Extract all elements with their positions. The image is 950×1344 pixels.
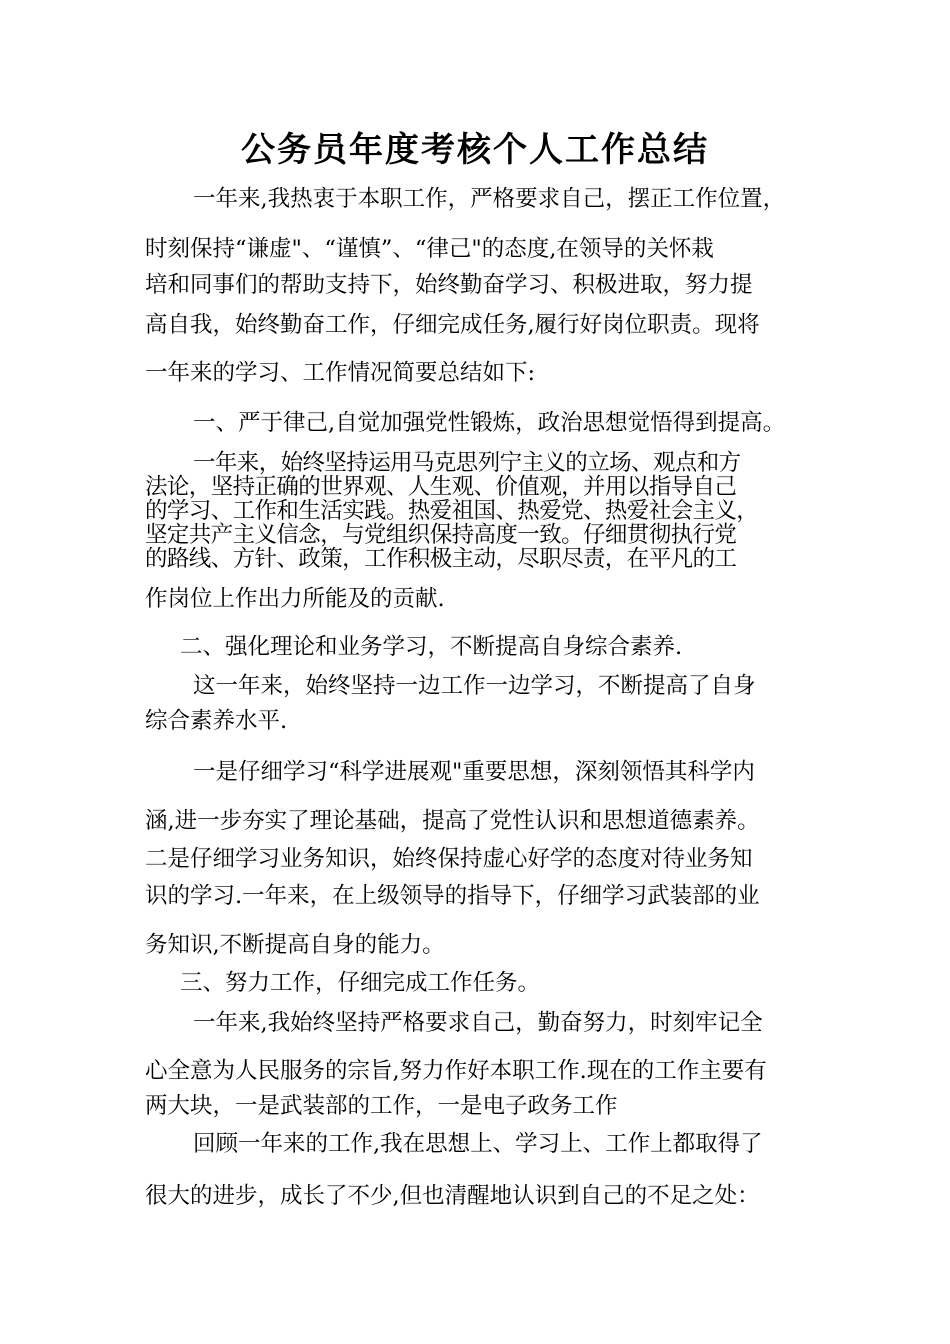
- paragraph-line: 两大块，一是武装部的工作，一是电子政务工作: [145, 1093, 618, 1119]
- document-title: 公务员年度考核个人工作总结: [241, 130, 709, 170]
- paragraph-line: 一年来,我热衷于本职工作，严格要求自己，摆正工作位置，: [193, 186, 786, 212]
- section-heading: 三、努力工作，仔细完成工作任务。: [180, 970, 541, 996]
- paragraph-line: 法论，坚持正确的世界观、人生观、价值观，并用以指导自己: [145, 474, 737, 500]
- paragraph-line: 二是仔细学习业务知识，始终保持虚心好学的态度对待业务知: [145, 846, 753, 872]
- section-heading: 二、强化理论和业务学习，不断提高自身综合素养.: [180, 634, 683, 660]
- paragraph-line: 培和同事们的帮助支持下，始终勤奋学习、积极进取，努力提: [145, 272, 753, 298]
- paragraph-line: 很大的进步，成长了不少,但也清醒地认识到自己的不足之处：: [145, 1183, 760, 1209]
- paragraph-line: 识的学习.一年来，在上级领导的指导下，仔细学习武装部的业: [145, 883, 760, 909]
- paragraph-line: 的学习、工作和生活实践。热爱祖国、热爱党、热爱社会主义，: [145, 498, 759, 524]
- paragraph-line: 这一年来，始终坚持一边工作一边学习，不断提高了自身: [193, 673, 756, 699]
- paragraph-line: 一年来,我始终坚持严格要求自己，勤奋努力，时刻牢记全: [193, 1010, 763, 1036]
- paragraph-line: 回顾一年来的工作,我在思想上、学习上、工作上都取得了: [193, 1131, 763, 1157]
- paragraph-line: 综合素养水平.: [145, 708, 288, 734]
- paragraph-line: 作岗位上作出力所能及的贡献.: [145, 586, 445, 612]
- paragraph-line: 一年来的学习、工作情况简要总结如下:: [145, 360, 536, 386]
- paragraph-line: 一是仔细学习“科学进展观"重要思想，深刻领悟其科学内: [193, 759, 755, 785]
- paragraph-line: 时刻保持“谦虚"、“谨慎”、“律己"的态度,在领导的关怀栽: [145, 236, 714, 262]
- paragraph-line: 高自我，始终勤奋工作，仔细完成任务,履行好岗位职责。现将: [145, 312, 760, 338]
- paragraph-line: 一年来，始终坚持运用马克思列宁主义的立场、观点和方: [193, 450, 741, 476]
- paragraph-line: 坚定共产主义信念，与党组织保持高度一致。仔细贯彻执行党: [145, 522, 737, 548]
- paragraph-line: 心全意为人民服务的宗旨,努力作好本职工作.现在的工作主要有: [145, 1058, 767, 1084]
- paragraph-line: 的路线、方针、政策，工作积极主动，尽职尽责，在平凡的工: [145, 546, 737, 572]
- paragraph-line: 务知识,不断提高自身的能力。: [145, 932, 445, 958]
- section-heading: 一、严于律己,自觉加强党性锻炼，政治思想觉悟得到提高。: [193, 410, 786, 436]
- paragraph-line: 涵,进一步夯实了理论基础，提高了党性认识和思想道德素养。: [145, 808, 760, 834]
